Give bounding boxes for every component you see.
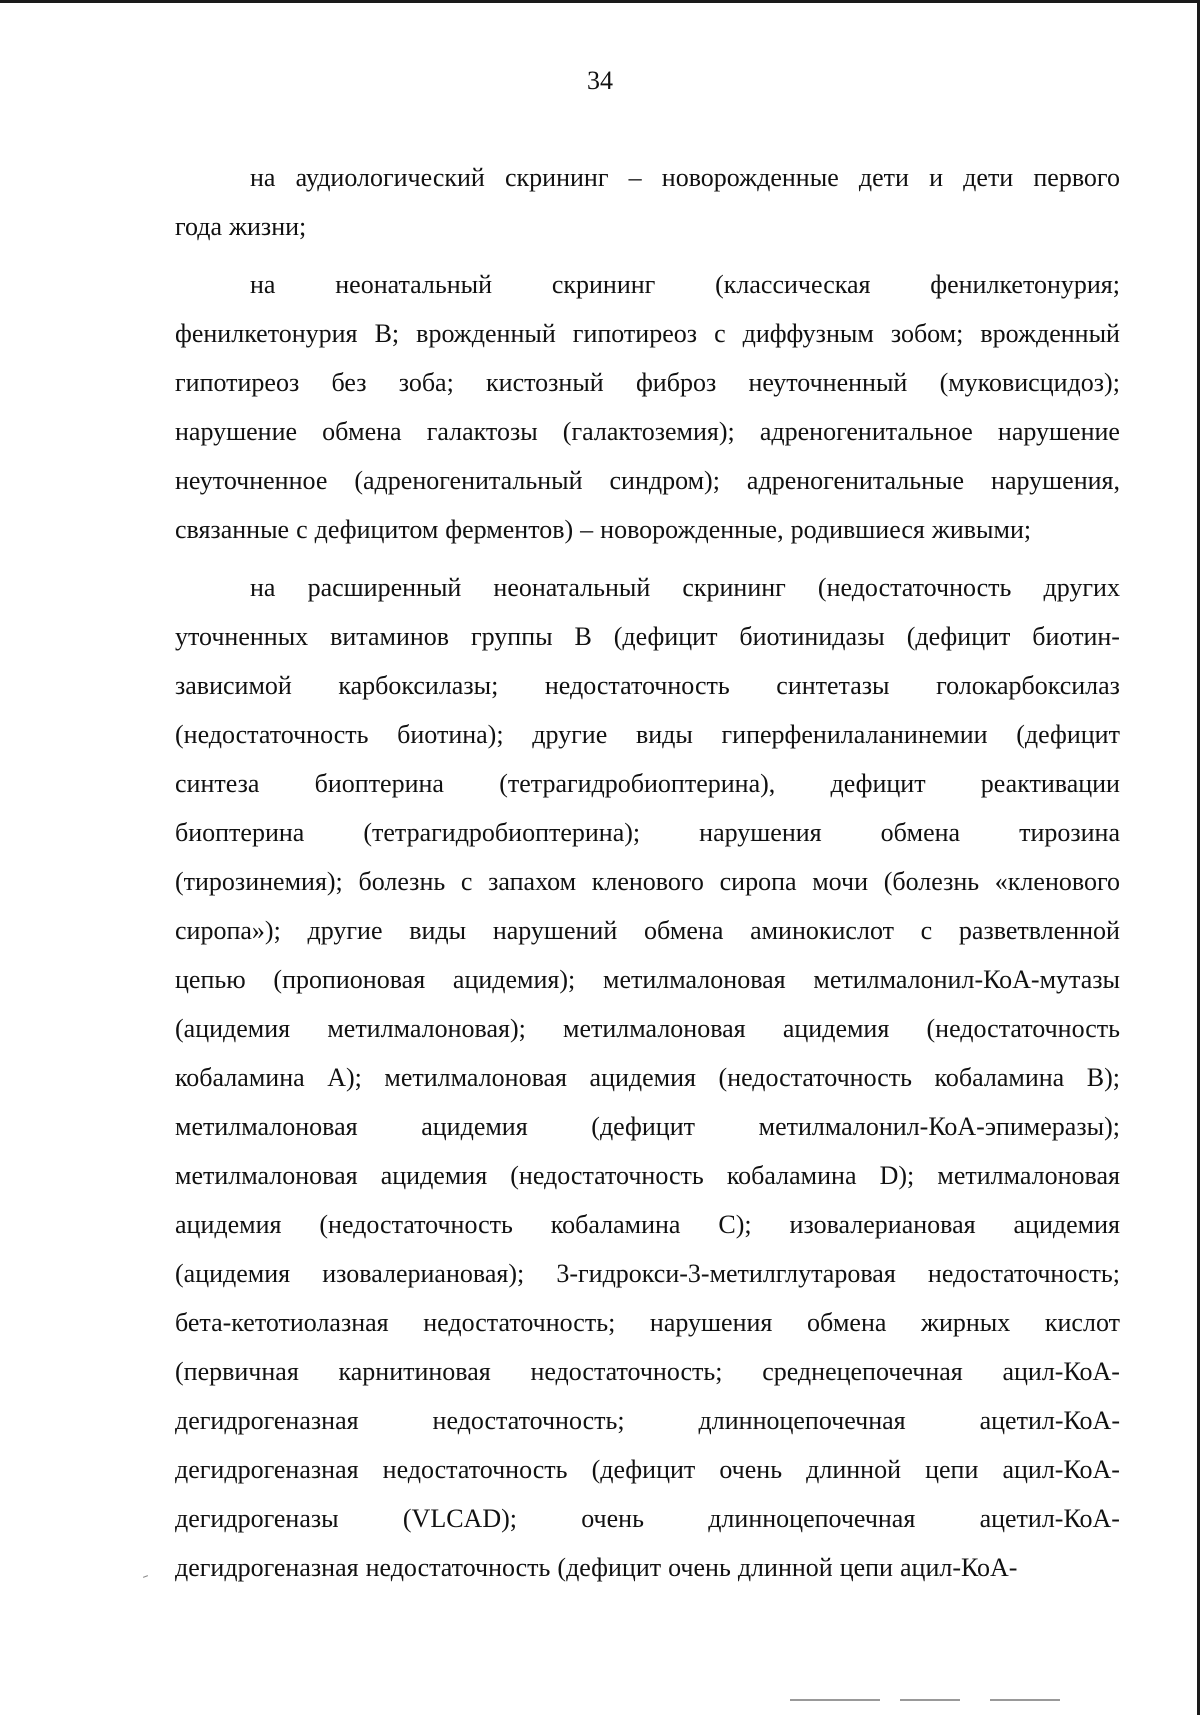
text-line: [175, 710, 1120, 759]
scan-artifact: [900, 1699, 960, 1701]
word: ацил-КоА-: [899, 1553, 1018, 1582]
word: жизни;: [229, 212, 307, 241]
word: (недостаточность: [718, 1063, 913, 1092]
text-line: [175, 309, 1120, 358]
word: метилмалонил-КоА-эпимеразы);: [758, 1112, 1120, 1141]
word: ацидемия: [175, 1210, 282, 1239]
word: на: [250, 163, 276, 192]
word: адреногенитальное: [759, 417, 973, 446]
word: неонатальный: [493, 573, 651, 602]
word: нарушения: [699, 818, 822, 847]
word: фенилкетонурия: [175, 319, 358, 348]
word: разветвленной: [958, 916, 1120, 945]
word: В;: [374, 319, 400, 348]
word: карнитиновая: [338, 1357, 491, 1386]
word: зоба;: [398, 368, 454, 397]
text-line: [175, 456, 1120, 505]
word: (дефицит: [591, 1112, 695, 1141]
word: живыми;: [931, 515, 1032, 544]
word: (дефицит: [591, 1455, 696, 1484]
word: новорожденные: [661, 163, 839, 192]
word: дегидрогеназы: [175, 1504, 339, 1533]
word: метилмалоновая: [175, 1112, 358, 1141]
word: кленового: [591, 867, 704, 896]
word: обмена: [643, 916, 724, 945]
word: гипотиреоз: [572, 319, 698, 348]
word: с: [296, 515, 308, 544]
word: гипотиреоз: [175, 368, 300, 397]
word: (пропионовая: [273, 965, 426, 994]
word: новорожденные,: [600, 515, 784, 544]
word: D);: [879, 1161, 915, 1190]
word: дегидрогеназная: [175, 1553, 359, 1582]
word: ацидемия: [421, 1112, 528, 1141]
word: (болезнь: [883, 867, 980, 896]
text-line: [175, 1298, 1120, 1347]
word: болезнь: [358, 867, 446, 896]
word: (дефицит: [1016, 720, 1120, 749]
word: врожденный: [416, 319, 556, 348]
word: голокарбоксилаз: [936, 671, 1120, 700]
word: метилмалоновая: [175, 1161, 358, 1190]
text-line: [175, 661, 1120, 710]
word: длинной: [806, 1455, 901, 1484]
text-line: [175, 563, 1120, 612]
text-line: [175, 1249, 1120, 1298]
word: нарушение: [175, 417, 298, 446]
word: другие: [307, 916, 383, 945]
word: запахом: [488, 867, 577, 896]
scan-artifact: [143, 1575, 148, 1578]
word: биоптерина: [175, 818, 305, 847]
word: обмена: [322, 417, 402, 446]
word: дегидрогеназная: [175, 1406, 359, 1435]
word: ацил-КоА-: [1002, 1357, 1120, 1386]
text-line: [175, 1445, 1120, 1494]
word: неуточненный: [748, 368, 908, 397]
text-line: [175, 358, 1120, 407]
word: дети: [858, 163, 909, 192]
word: (ацидемия: [175, 1259, 291, 1288]
word: скрининг: [682, 573, 786, 602]
word: расширенный: [307, 573, 462, 602]
word: «кленового: [994, 867, 1120, 896]
word: с: [714, 319, 726, 348]
word: скрининг: [504, 163, 609, 192]
word: аудиологический: [295, 163, 485, 192]
word: (ацидемия: [175, 1014, 291, 1043]
text-line: [175, 955, 1120, 1004]
word: скрининг: [551, 270, 656, 299]
word: зобом;: [890, 319, 964, 348]
word: недостаточность;: [423, 1308, 616, 1337]
word: В);: [1086, 1063, 1120, 1092]
word: кобаламина: [175, 1063, 305, 1092]
word: биоптерина: [314, 769, 444, 798]
word: метилмалоновая: [603, 965, 786, 994]
word: года: [175, 212, 223, 241]
word: В: [574, 622, 592, 651]
word: на: [250, 573, 276, 602]
word: сиропа»);: [175, 916, 281, 945]
text-line: [175, 1004, 1120, 1053]
word: длинной: [737, 1553, 833, 1582]
word: дегидрогеназная: [175, 1455, 359, 1484]
scan-top-edge: [0, 0, 1200, 3]
word: ацетил-КоА-: [979, 1406, 1120, 1435]
text-line: [175, 1053, 1120, 1102]
word: (тетрагидробиоптерина);: [363, 818, 641, 847]
word: гиперфенилаланинемии: [721, 720, 988, 749]
word: недостаточность;: [432, 1406, 625, 1435]
word: витаминов: [330, 622, 450, 651]
document-body: [175, 153, 1120, 1592]
word: кислот: [1044, 1308, 1120, 1337]
word: С);: [718, 1210, 752, 1239]
word: аминокислот: [750, 916, 894, 945]
word: ацидемия: [1013, 1210, 1120, 1239]
word: неонатальный: [335, 270, 493, 299]
word: адреногенитальные: [746, 466, 965, 495]
word: виды: [409, 916, 467, 945]
word: с: [460, 867, 473, 896]
word: и: [929, 163, 944, 192]
word: (адреногенитальный: [354, 466, 583, 495]
word: (недостаточность: [926, 1014, 1120, 1043]
word: ацидемия: [782, 1014, 890, 1043]
text-line: [175, 153, 1120, 202]
text-line: [175, 1347, 1120, 1396]
word: галактозы: [426, 417, 538, 446]
text-line: [175, 1151, 1120, 1200]
word: зависимой: [175, 671, 292, 700]
word: (галактоземия);: [562, 417, 735, 446]
word: нарушения: [649, 1308, 773, 1337]
word: фиброз: [635, 368, 717, 397]
word: кистозный: [486, 368, 604, 397]
word: на: [250, 270, 276, 299]
word: (дефицит: [613, 622, 718, 651]
text-line: [175, 1494, 1120, 1543]
word: цепи: [925, 1455, 979, 1484]
word: нарушение: [997, 417, 1120, 446]
word: (муковисцидоз);: [939, 368, 1120, 397]
text-line: [175, 857, 1120, 906]
word: метилмалоновая: [937, 1161, 1120, 1190]
text-line: [175, 759, 1120, 808]
word: цепью: [175, 965, 246, 994]
word: (классическая: [715, 270, 871, 299]
word: ферментов): [445, 515, 574, 544]
word: недостаточность: [365, 1553, 551, 1582]
word: биотина);: [397, 720, 504, 749]
word: ацил-КоА-: [1002, 1455, 1120, 1484]
word: цепи: [839, 1553, 893, 1582]
word: ацидемия);: [452, 965, 576, 994]
word: (VLCAD);: [402, 1504, 517, 1533]
word: длинноцепочечная: [708, 1504, 916, 1533]
word: виды: [635, 720, 693, 749]
word: метилмалоновая: [384, 1063, 567, 1092]
word: метилмалоновая: [563, 1014, 746, 1043]
word: недостаточность;: [927, 1259, 1120, 1288]
word: дефицитом: [314, 515, 439, 544]
word: (недостаточность: [817, 573, 1012, 602]
word: А);: [327, 1063, 362, 1092]
scan-artifact: [790, 1699, 880, 1701]
word: дети: [963, 163, 1014, 192]
text-line: [175, 1102, 1120, 1151]
text-line: [175, 612, 1120, 661]
scan-artifact: [990, 1699, 1060, 1701]
word: –: [580, 515, 594, 544]
word: (дефицит: [906, 622, 1011, 651]
text-line: [175, 202, 1120, 251]
text-line: [175, 906, 1120, 955]
word: нарушения,: [991, 466, 1120, 495]
page-number: 34: [587, 66, 613, 95]
word: биотинидазы: [739, 622, 885, 651]
word: группы: [470, 622, 553, 651]
word: недостаточность: [382, 1455, 568, 1484]
word: очень: [668, 1553, 731, 1582]
word: очень: [719, 1455, 783, 1484]
text-line: [175, 1200, 1120, 1249]
word: диффузным: [742, 319, 874, 348]
word: (недостаточность: [510, 1161, 704, 1190]
word: (первичная: [175, 1357, 299, 1386]
word: без: [331, 368, 367, 397]
word: синтетазы: [776, 671, 890, 700]
text-line: [175, 260, 1120, 309]
word: среднецепочечная: [762, 1357, 963, 1386]
word: синтеза: [175, 769, 260, 798]
word: 3-гидрокси-3-метилглутаровая: [556, 1259, 896, 1288]
word: бета-кетотиолазная: [175, 1308, 389, 1337]
word: метилмалонил-КоА-мутазы: [813, 965, 1120, 994]
word: жирных: [921, 1308, 1011, 1337]
word: –: [628, 163, 642, 192]
word: карбоксилазы;: [338, 671, 499, 700]
word: обмена: [806, 1308, 887, 1337]
word: синдром);: [609, 466, 720, 495]
word: метилмалоновая);: [327, 1014, 526, 1043]
word: неуточненное: [175, 466, 328, 495]
word: реактивации: [980, 769, 1120, 798]
word: уточненных: [175, 622, 309, 651]
word: (недостаточность: [175, 720, 369, 749]
word: кобаламина: [934, 1063, 1065, 1092]
word: ацидемия: [380, 1161, 488, 1190]
word: кобаламина: [726, 1161, 857, 1190]
word: длинноцепочечная: [698, 1406, 906, 1435]
word: другие: [532, 720, 608, 749]
text-line: [175, 505, 1120, 554]
word: (тирозинемия);: [175, 867, 343, 896]
word: нарушений: [492, 916, 618, 945]
word: биотин-: [1032, 622, 1120, 651]
word: недостаточность;: [530, 1357, 723, 1386]
text-line: [175, 808, 1120, 857]
word: дефицит: [830, 769, 926, 798]
word: очень: [581, 1504, 644, 1533]
word: родившиеся: [790, 515, 925, 544]
word: кобаламина: [550, 1210, 681, 1239]
word: тирозина: [1019, 818, 1120, 847]
word: (дефицит: [557, 1553, 662, 1582]
word: ацидемия: [589, 1063, 696, 1092]
word: (недостаточность: [319, 1210, 513, 1239]
word: обмена: [880, 818, 961, 847]
text-line: [175, 1396, 1120, 1445]
word: изовалериановая);: [322, 1259, 525, 1288]
word: ацетил-КоА-: [979, 1504, 1120, 1533]
word: недостаточность: [544, 671, 730, 700]
word: изовалериановая: [789, 1210, 976, 1239]
text-line: [175, 407, 1120, 456]
word: мочи: [812, 867, 868, 896]
word: сиропа: [719, 867, 797, 896]
word: первого: [1033, 163, 1120, 192]
word: врожденный: [980, 319, 1120, 348]
word: (тетрагидробиоптерина),: [499, 769, 776, 798]
word: с: [920, 916, 933, 945]
word: фенилкетонурия;: [930, 270, 1120, 299]
text-line: [175, 1543, 1120, 1592]
word: других: [1043, 573, 1120, 602]
word: связанные: [175, 515, 290, 544]
